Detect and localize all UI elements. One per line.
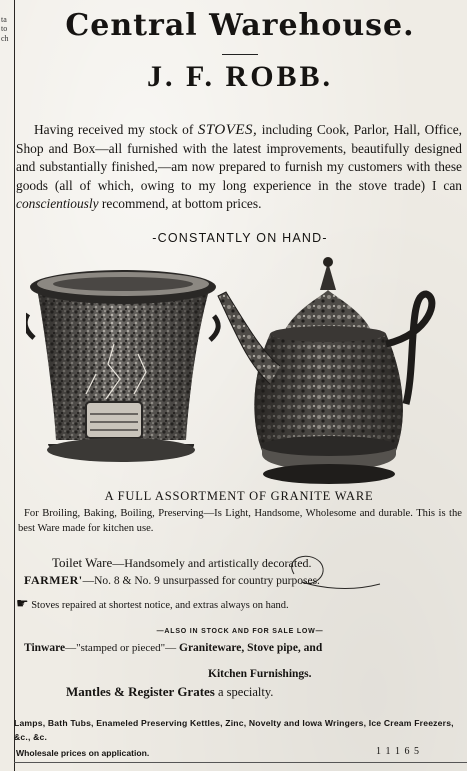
- mantles-lead: Mantles & Register Grates: [66, 684, 215, 699]
- toilet-ware-lead: Toilet Ware: [52, 555, 113, 570]
- tinware-line: [24, 641, 464, 655]
- granite-ware-heading: A FULL ASSORTMENT OF GRANITE WARE: [104, 489, 374, 503]
- intro-text-1: Having received my stock of: [34, 122, 198, 138]
- margin-fragment: ta: [1, 15, 7, 24]
- margin-fragment: ch: [1, 34, 9, 43]
- lamps-list: Lamps, Bath Tubs, Enameled Preserving Kettles, Zinc, Novelty and Iowa Wringers, Ice Cream Freezers, &c., &c.: [14, 718, 454, 742]
- adjacent-column-edge: [0, 0, 15, 771]
- coffee-pot-illustration: [218, 257, 432, 484]
- constantly-on-hand-heading: -CONSTANTLY ON HAND-: [152, 231, 328, 245]
- wholesale-line: Wholesale prices on application.: [16, 748, 150, 758]
- intro-text-2: including Cook, Parlor, Hall, Office, Shop and Box—all furnished with the latest improvements, beautifully designed and substantially finished,—am now prepared to furnish my customers with these goods (all of which, owing to my long experience in the stove trade) I can: [16, 122, 462, 193]
- intro-stoves: STOVES,: [197, 122, 258, 139]
- mantles-line: [66, 684, 462, 700]
- stove-illustration: [26, 270, 218, 462]
- tinware-lead: Tinware: [24, 642, 66, 654]
- intro-paragraph: [16, 121, 462, 214]
- tinware-rest: Graniteware, Stove pipe, and: [179, 642, 323, 654]
- mantles-text: a specialty.: [214, 685, 274, 699]
- margin-fragment: to: [1, 24, 8, 33]
- intro-text-3: recommend, at bottom prices.: [98, 196, 262, 212]
- tinware-quoted: —"stamped or pieced"—: [65, 642, 177, 654]
- repairs-line: [16, 598, 462, 613]
- ad-title: Central Warehouse.: [65, 8, 415, 43]
- granite-ware-description: For Broiling, Baking, Boiling, Preserving—Is Light, Handsome, Wholesome and durable. This is the best Ware made for kitchen use.: [18, 508, 462, 534]
- toilet-ware-line: [52, 555, 462, 571]
- kitchen-furnishings: Kitchen Furnishings.: [208, 668, 312, 680]
- toilet-ware-text: —Handsomely and artistically decorated.: [112, 556, 312, 570]
- farmer-stove-line: [24, 573, 462, 589]
- title-divider: [222, 54, 258, 55]
- product-illustrations: [26, 254, 456, 488]
- repairs-text: Stoves repaired at shortest notice, and extras always on hand.: [28, 600, 289, 611]
- farmer-text: —No. 8 & No. 9 unsurpassed for country purposes.: [82, 575, 320, 587]
- page-number: 1 1 1 6 5: [376, 746, 420, 757]
- intro-conscientiously: conscientiously: [16, 196, 99, 212]
- bottom-rule: [14, 762, 467, 763]
- farmer-lead: FARMER': [24, 573, 83, 587]
- pointing-hand-icon: ☛: [16, 597, 29, 612]
- also-in-stock-heading: —ALSO IN STOCK AND FOR SALE LOW—: [156, 628, 324, 635]
- merchant-name: J. F. ROBB.: [146, 60, 334, 93]
